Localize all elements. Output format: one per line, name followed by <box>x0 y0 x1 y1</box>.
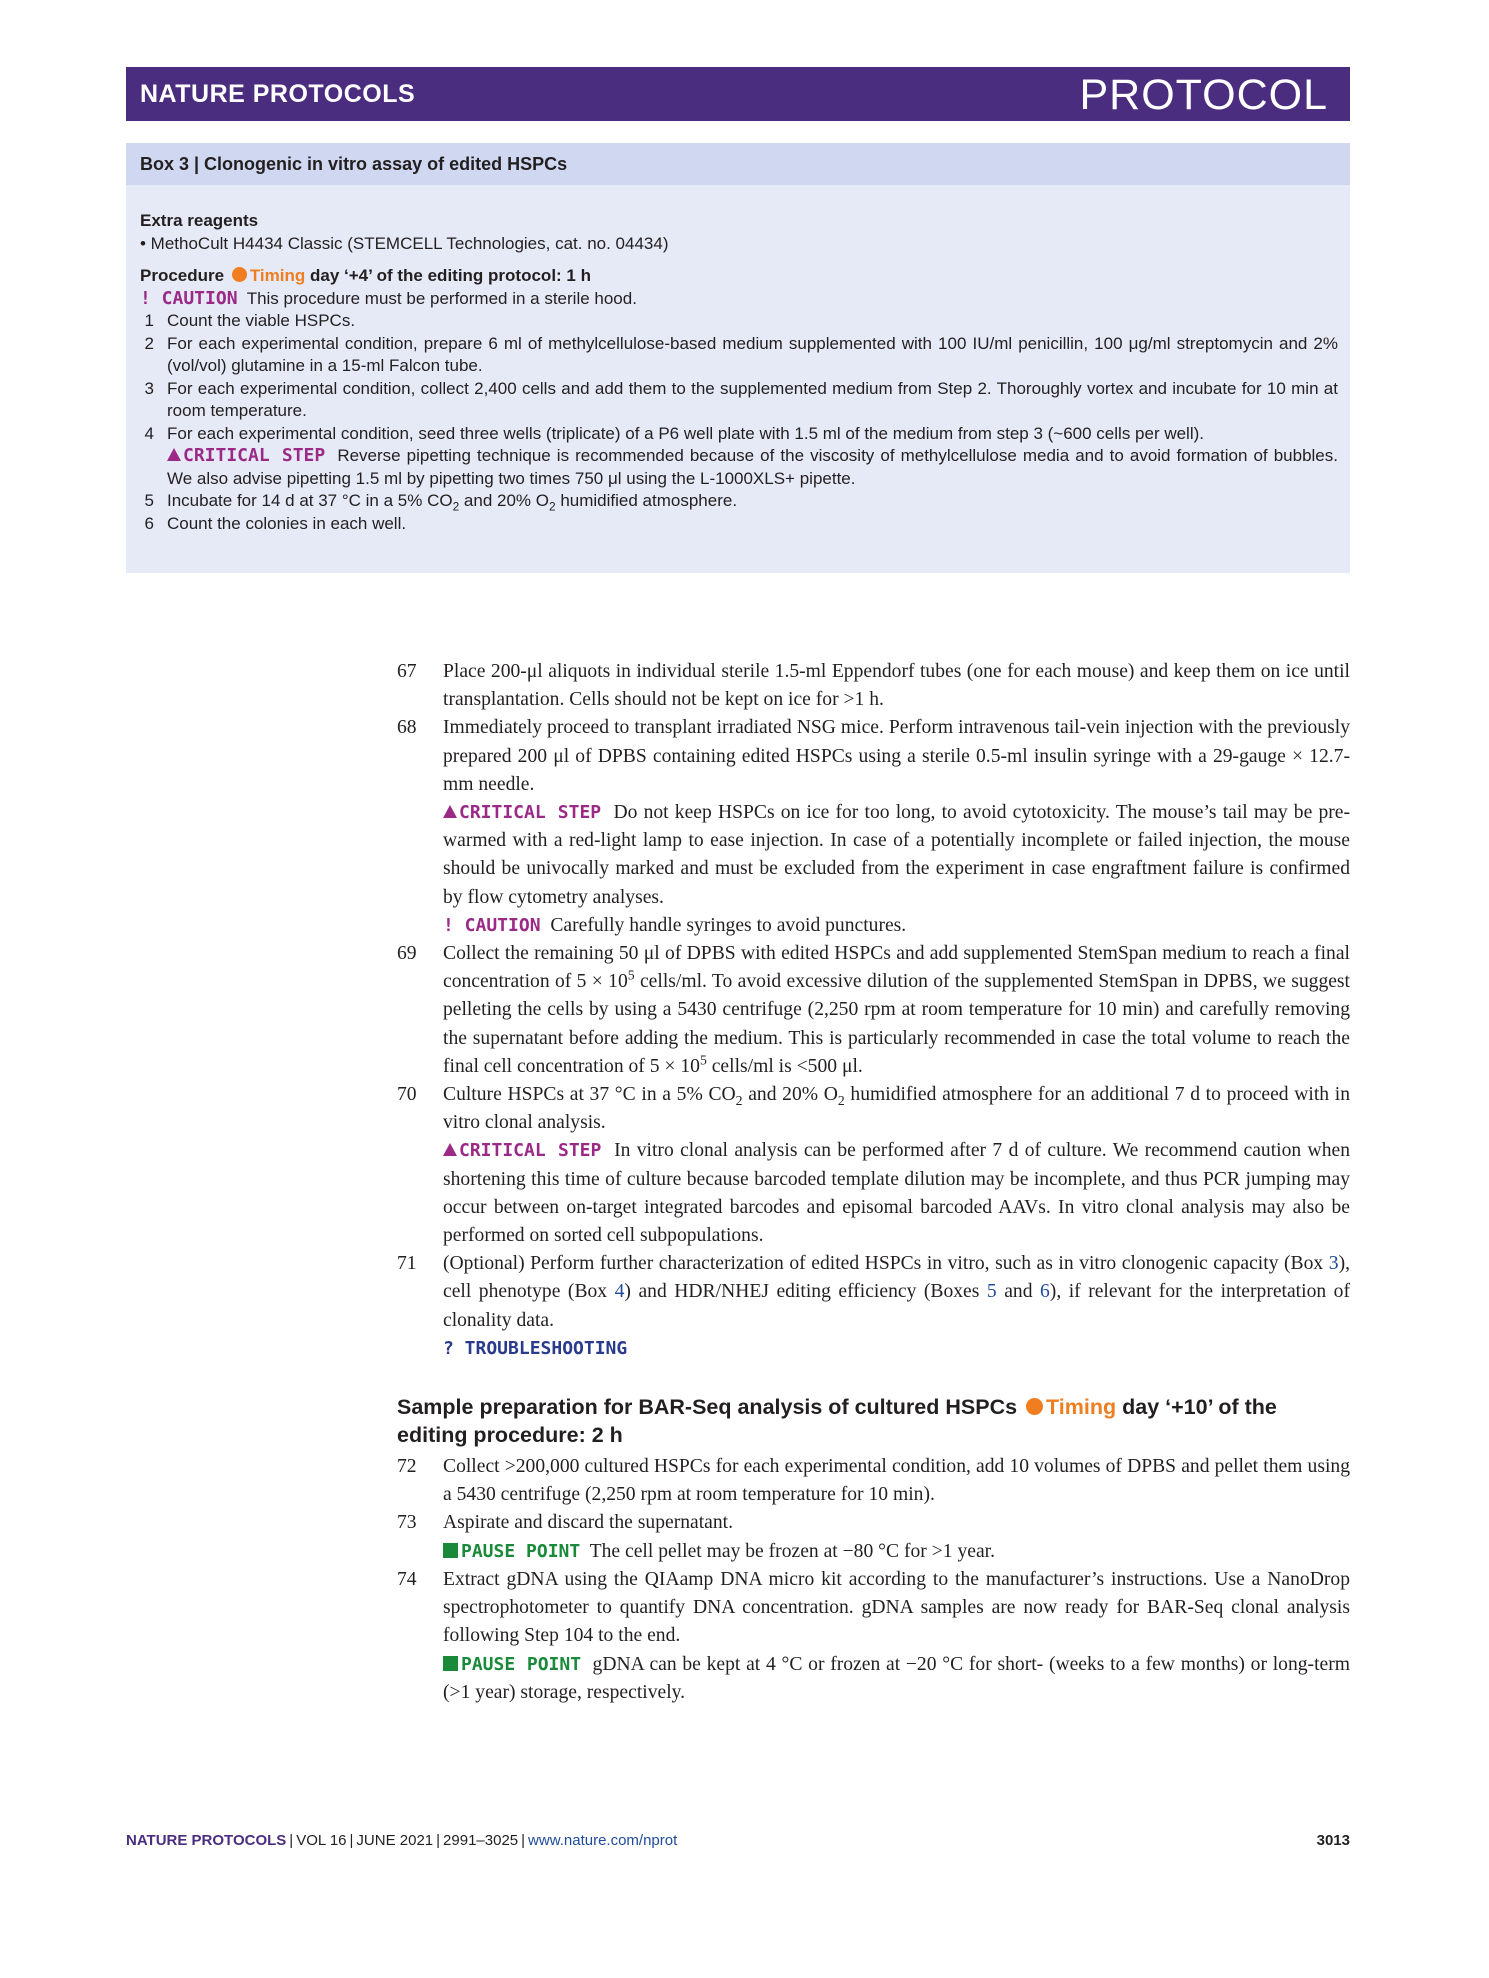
pause-square-icon <box>443 1656 458 1671</box>
extra-reagents-heading: Extra reagents <box>140 211 259 230</box>
critical-text: Reverse pipetting technique is recommended because of the viscosity of methylcellulose media and to avoid formation of bubbles. We also advise pipetting 1.5 ml by pipetting two times 750 μl using the L-1000XLS+ pipette. <box>167 446 1338 488</box>
box-6-link[interactable]: 6 <box>1040 1281 1050 1303</box>
pause-square-icon <box>443 1543 458 1558</box>
page-number: 3013 <box>1316 1832 1350 1849</box>
box-step: 6 Count the colonies in each well. <box>144 513 407 533</box>
extra-reagent-item: • MethoCult H4434 Classic (STEMCELL Technologies, cat. no. 04434) <box>140 233 669 253</box>
caution-note: ! CAUTION Carefully handle syringes to avoid punctures. <box>443 914 907 936</box>
box-5-link[interactable]: 5 <box>986 1281 997 1303</box>
procedure-steps-b <box>397 1453 1350 1707</box>
timing-text: day ‘+4’ of the editing protocol: 1 h <box>309 266 591 285</box>
main-column <box>397 658 1350 1707</box>
journal-name: NATURE PROTOCOLS <box>140 80 416 108</box>
step-74: 74 Extract gDNA using the QIAamp DNA micro kit according to the manufacturer’s instructions. Use a NanoDrop spectrophotometer to quantify DNA concentration. gDNA samples are now ready for BAR-Seq clonal analysis following Step 104 to the end. PAUSE POINT gDNA can be kept at 4 °C or frozen at −20 °C for short- (weeks to a few months) or long-term (>1 year) storage, respectively. <box>397 1566 1350 1707</box>
footer-date: JUNE 2021 <box>356 1832 434 1849</box>
critical-note: CRITICAL STEP Do not keep HSPCs on ice for too long, to avoid cytotoxicity. The mouse’s tail may be pre-warmed with a red-light lamp to ease injection. In case of a potentially incomplete or failed injection, the mouse should be univocally marked and must be excluded from the experiment in case engraftment failure is confirmed by flow cytometry analyses. <box>443 802 1351 908</box>
timing-label: Timing <box>249 266 306 285</box>
box-step: 5 Incubate for 14 d at 37 °C in a 5% $CO_2$ and 20% $O_2$ humidified atmosphere. <box>144 491 738 514</box>
pause-note: PAUSE POINT gDNA can be kept at 4 °C or frozen at −20 °C for short- (weeks to a few months) or long-term (>1 year) storage, respectively. <box>443 1653 1350 1703</box>
box-step: 3 For each experimental condition, collect 2,400 cells and add them to the supplemented medium from Step 2. Thoroughly vortex and incubate for 10 min at room temperature. <box>144 378 1338 420</box>
footer-journal: NATURE PROTOCOLS <box>126 1832 287 1849</box>
critical-note: CRITICAL STEP In vitro clonal analysis can be performed after 7 d of culture. We recommend caution when shortening this time of culture because barcoded template dilution may be incomplete, and thus PCR jumping may occur between on-target integrated barcodes and episomal barcoded AAVs. In vitro clonal analysis may also be performed on sorted cell subpopulations. <box>443 1140 1350 1247</box>
footer-volume: VOL 16 <box>296 1832 347 1849</box>
box-step: 2 For each experimental condition, prepare 6 ml of methylcellulose-based medium supplemented with 100 IU/ml penicillin, 100 μg/ml streptomycin and 2% (vol/vol) glutamine in a 15-ml Falcon tube. <box>144 333 1338 375</box>
article-type: PROTOCOL <box>1079 71 1328 119</box>
footer-citation: NATURE PROTOCOLS | VOL 16 | JUNE 2021 | 2991–3025 | www.nature.com/nprot <box>126 1832 678 1849</box>
step-69: 69 Collect the remaining 50 μl of DPBS with edited HSPCs and add supplemented StemSpan medium to reach a final concentration of $5 \times 10^5$ cells/ml. To avoid excessive dilution of the supplemented StemSpan in DPBS, we suggest pelleting the cells by using a 5430 centrifuge (2,250 rpm at room temperature for 10 min) and carefully removing the supernatant before adding the medium. This is particularly recommended in case the total volume to reach the final cell concentration of $5 \times 10^5$ cells/ml is <500 μl. <box>397 943 1351 1077</box>
page-footer <box>126 1832 1350 1854</box>
box-body <box>140 210 1338 535</box>
critical-label: CRITICAL STEP <box>183 445 326 466</box>
step-67: 67 Place 200-μl aliquots in individual sterile 1.5-ml Eppendorf tubes (one for each mouse) and keep them on ice until transplantation. Cells should not be kept on ice for >1 h. <box>397 661 1350 711</box>
timing-label: Timing <box>1046 1395 1117 1420</box>
timing-dot-icon <box>232 267 247 282</box>
procedure-label: Procedure <box>140 266 225 285</box>
procedure-steps-a <box>397 658 1350 1363</box>
footer-pages: 2991–3025 <box>443 1832 519 1849</box>
step-71: 71 (Optional) Perform further characterization of edited HSPCs in vitro, such as in vitro clonogenic capacity (Box 3), cell phenotype (Box 4) and HDR/NHEJ editing efficiency (Boxes 5 and 6), if relevant for the interpretation of clonality data. ? TROUBLESHOOTING <box>397 1250 1350 1363</box>
step-72: 72 Collect >200,000 cultured HSPCs for each experimental condition, add 10 volumes of DPBS and pellet them using a 5430 centrifuge (2,250 rpm at room temperature for 10 min). <box>397 1456 1350 1506</box>
journal-header-band <box>126 67 1350 121</box>
box-step: 4 For each experimental condition, seed three wells (triplicate) of a P6 well plate with 1.5 ml of the medium from step 3 (~600 cells per well). CRITICAL STEP Reverse pipetting technique is recommended because of the viscosity of methylcellulose media and to avoid formation of bubbles. We also advise pipetting 1.5 ml by pipetting two times 750 μl using the L-1000XLS+ pipette. <box>144 423 1338 488</box>
caution-label: ! CAUTION <box>140 287 238 309</box>
critical-triangle-icon <box>167 448 181 461</box>
critical-triangle-icon <box>443 1143 457 1156</box>
procedure-heading <box>140 265 1338 288</box>
section-heading: Sample preparation for BAR-Seq analysis of cultured HSPCs Timing day ‘+10’ of the editing procedure: 2 h <box>397 1395 1277 1448</box>
pause-note: PAUSE POINT The cell pellet may be frozen at −80 °C for >1 year. <box>443 1538 1350 1566</box>
critical-triangle-icon <box>443 805 457 818</box>
caution-text: This procedure must be performed in a sterile hood. <box>246 288 637 308</box>
box-title-bar <box>126 143 1350 185</box>
box-title: Box 3 | Clonogenic in vitro assay of edited HSPCs <box>140 154 568 174</box>
step-73: 73 Aspirate and discard the supernatant. PAUSE POINT The cell pellet may be frozen at −80 °C for >1 year. <box>397 1509 1350 1565</box>
box-caution <box>140 288 1338 311</box>
timing-dot-icon <box>1026 1398 1043 1415</box>
box-3-link[interactable]: 3 <box>1328 1253 1339 1275</box>
box-3 <box>126 143 1350 573</box>
box-step: 1 Count the viable HSPCs. <box>144 311 356 330</box>
box-4-link[interactable]: 4 <box>614 1281 625 1303</box>
step-70: 70 Culture HSPCs at 37 °C in a 5% $CO_2$ and 20% $O_2$ humidified atmosphere for an additional 7 d to proceed with in vitro clonal analysis. CRITICAL STEP In vitro clonal analysis can be performed after 7 d of culture. We recommend caution when shortening this time of culture because barcoded template dilution may be incomplete, and thus PCR jumping may occur between on-target integrated barcodes and episomal barcoded AAVs. In vitro clonal analysis may also be performed on sorted cell subpopulations. <box>397 1081 1350 1250</box>
box-step-list <box>140 310 1338 535</box>
footer-url-link[interactable]: www.nature.com/nprot <box>528 1832 678 1849</box>
troubleshooting-note: ? TROUBLESHOOTING <box>443 1337 628 1359</box>
step-68: 68 Immediately proceed to transplant irradiated NSG mice. Perform intravenous tail-vein injection with the previously prepared 200 μl of DPBS containing edited HSPCs using a sterile 0.5-ml insulin syringe with a 29-gauge × 12.7-mm needle. CRITICAL STEP Do not keep HSPCs on ice for too long, to avoid cytotoxicity. The mouse’s tail may be pre-warmed with a red-light lamp to ease injection. In case of a potentially incomplete or failed injection, the mouse should be univocally marked and must be excluded from the experiment in case engraftment failure is confirmed by flow cytometry analyses. ! CAUTION Carefully handle syringes to avoid punctures. <box>397 714 1350 940</box>
